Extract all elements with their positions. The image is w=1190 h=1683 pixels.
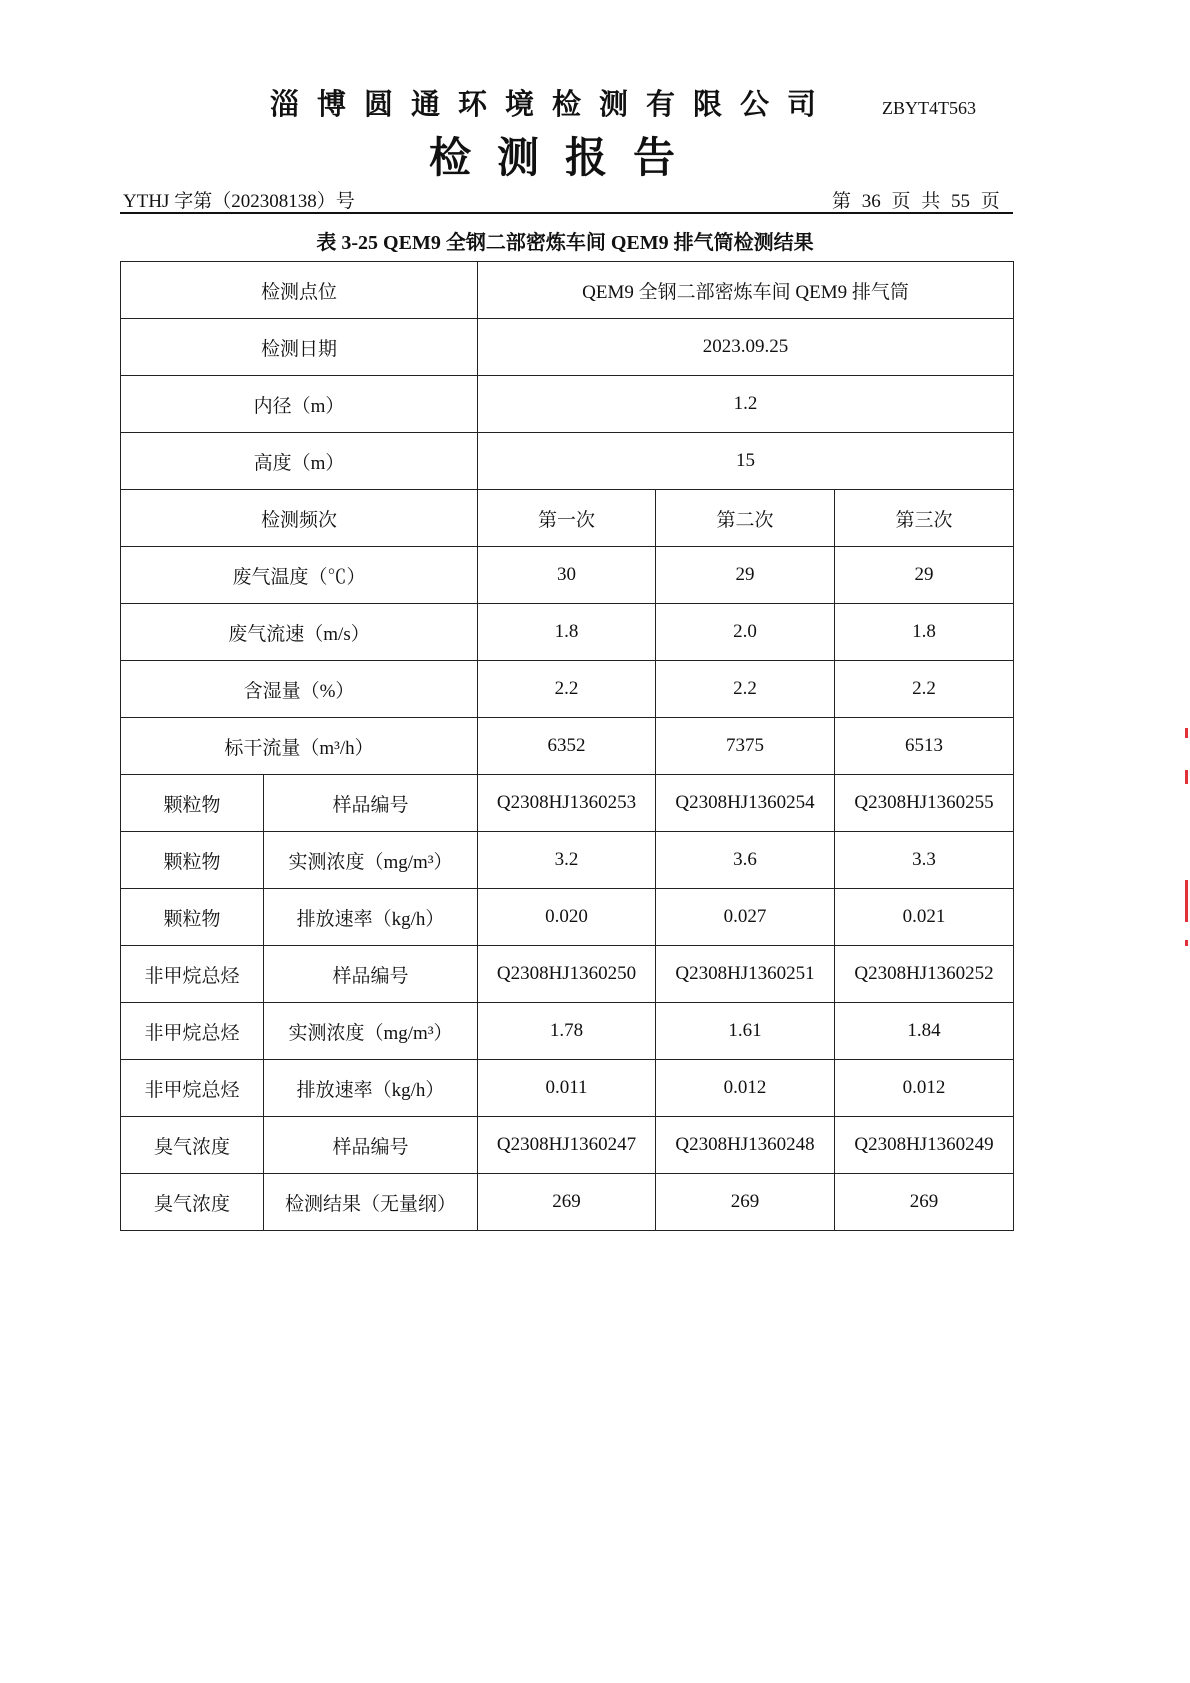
table-row xyxy=(121,661,1014,718)
table-cell-pollutant: 非甲烷总烃 xyxy=(121,1003,264,1060)
table-row xyxy=(121,319,1014,376)
table-cell-value: 1.8 xyxy=(478,604,656,661)
report-number: YTHJ 字第（202308138）号 xyxy=(123,191,355,212)
table-cell-value: 1.2 xyxy=(478,376,1014,433)
table-row xyxy=(121,775,1014,832)
table-cell-value: 29 xyxy=(835,547,1014,604)
table-cell-value: 0.012 xyxy=(835,1060,1014,1117)
table-cell-value: 第二次 xyxy=(656,490,835,547)
table-cell-item: 排放速率（kg/h） xyxy=(264,1060,478,1117)
table-cell-label: 检测点位 xyxy=(121,262,478,319)
table-cell-label: 检测频次 xyxy=(121,490,478,547)
table-cell-value: 1.78 xyxy=(478,1003,656,1060)
company-name: 淄博圆通环境检测有限公司 xyxy=(270,87,835,121)
table-cell-value: 3.6 xyxy=(656,832,835,889)
seal-fragment xyxy=(1185,770,1188,784)
table-cell-value: 269 xyxy=(478,1174,656,1231)
table-cell-value: 2.2 xyxy=(656,661,835,718)
table-cell-value: 1.61 xyxy=(656,1003,835,1060)
table-cell-value: 2.2 xyxy=(835,661,1014,718)
table-cell-value: Q2308HJ1360247 xyxy=(478,1117,656,1174)
table-cell-value: 2.2 xyxy=(478,661,656,718)
table-cell-pollutant: 颗粒物 xyxy=(121,775,264,832)
table-cell-value: Q2308HJ1360255 xyxy=(835,775,1014,832)
table-cell-value: 0.011 xyxy=(478,1060,656,1117)
table-cell-label: 标干流量（m³/h） xyxy=(121,718,478,775)
table-cell-pollutant: 非甲烷总烃 xyxy=(121,1060,264,1117)
table-cell-value: 30 xyxy=(478,547,656,604)
table-cell-value: 0.012 xyxy=(656,1060,835,1117)
table-cell-value: 2023.09.25 xyxy=(478,319,1014,376)
header-rule xyxy=(120,212,1013,214)
table-cell-value: Q2308HJ1360254 xyxy=(656,775,835,832)
table-cell-value: 6352 xyxy=(478,718,656,775)
table-title: 表 3-25 QEM9 全钢二部密炼车间 QEM9 排气筒检测结果 xyxy=(316,232,814,254)
table-cell-value: 6513 xyxy=(835,718,1014,775)
table-cell-item: 实测浓度（mg/m³） xyxy=(264,832,478,889)
table-cell-pollutant: 臭气浓度 xyxy=(121,1174,264,1231)
table-cell-value: 第三次 xyxy=(835,490,1014,547)
table-cell-value: 2.0 xyxy=(656,604,835,661)
table-cell-item: 检测结果（无量纲） xyxy=(264,1174,478,1231)
table-cell-label: 含湿量（%） xyxy=(121,661,478,718)
table-cell-label: 高度（m） xyxy=(121,433,478,490)
table-cell-value: 0.020 xyxy=(478,889,656,946)
table-cell-value: 0.021 xyxy=(835,889,1014,946)
table-cell-value: Q2308HJ1360253 xyxy=(478,775,656,832)
table-cell-item: 实测浓度（mg/m³） xyxy=(264,1003,478,1060)
table-row xyxy=(121,946,1014,1003)
seal-fragment xyxy=(1185,728,1188,738)
table-cell-value: Q2308HJ1360250 xyxy=(478,946,656,1003)
table-row xyxy=(121,1174,1014,1231)
table-cell-item: 样品编号 xyxy=(264,775,478,832)
table-cell-value: 1.8 xyxy=(835,604,1014,661)
table-cell-pollutant: 非甲烷总烃 xyxy=(121,946,264,1003)
table-cell-pollutant: 臭气浓度 xyxy=(121,1117,264,1174)
table-cell-value: 3.2 xyxy=(478,832,656,889)
table-cell-label: 废气流速（m/s） xyxy=(121,604,478,661)
table-row xyxy=(121,376,1014,433)
table-row xyxy=(121,832,1014,889)
table-cell-value: Q2308HJ1360248 xyxy=(656,1117,835,1174)
table-row xyxy=(121,718,1014,775)
table-cell-value: 1.84 xyxy=(835,1003,1014,1060)
table-cell-value: Q2308HJ1360252 xyxy=(835,946,1014,1003)
table-cell-label: 检测日期 xyxy=(121,319,478,376)
table-row xyxy=(121,1060,1014,1117)
table-cell-pollutant: 颗粒物 xyxy=(121,889,264,946)
table-cell-value: 269 xyxy=(656,1174,835,1231)
table-row xyxy=(121,433,1014,490)
table-cell-label: 废气温度（℃） xyxy=(121,547,478,604)
table-row xyxy=(121,1117,1014,1174)
table-cell-item: 排放速率（kg/h） xyxy=(264,889,478,946)
table-cell-value: Q2308HJ1360251 xyxy=(656,946,835,1003)
results-table xyxy=(120,261,1014,1231)
seal-fragment xyxy=(1185,880,1188,922)
table-cell-value: Q2308HJ1360249 xyxy=(835,1117,1014,1174)
table-cell-value: QEM9 全钢二部密炼车间 QEM9 排气筒 xyxy=(478,262,1014,319)
table-cell-value: 269 xyxy=(835,1174,1014,1231)
table-cell-value: 第一次 xyxy=(478,490,656,547)
table-cell-item: 样品编号 xyxy=(264,946,478,1003)
document-code: ZBYT4T563 xyxy=(882,98,976,118)
table-row xyxy=(121,604,1014,661)
table-cell-value: 3.3 xyxy=(835,832,1014,889)
seal-fragment xyxy=(1185,940,1188,946)
table-row xyxy=(121,547,1014,604)
table-cell-label: 内径（m） xyxy=(121,376,478,433)
table-row xyxy=(121,262,1014,319)
report-title: 检测报告 xyxy=(428,133,701,182)
table-cell-value: 15 xyxy=(478,433,1014,490)
table-cell-value: 7375 xyxy=(656,718,835,775)
table-cell-pollutant: 颗粒物 xyxy=(121,832,264,889)
table-row xyxy=(121,490,1014,547)
table-row xyxy=(121,889,1014,946)
table-row xyxy=(121,1003,1014,1060)
table-cell-item: 样品编号 xyxy=(264,1117,478,1174)
table-cell-value: 29 xyxy=(656,547,835,604)
page-info: 第 36 页 共 55 页 xyxy=(832,191,1000,212)
table-cell-value: 0.027 xyxy=(656,889,835,946)
